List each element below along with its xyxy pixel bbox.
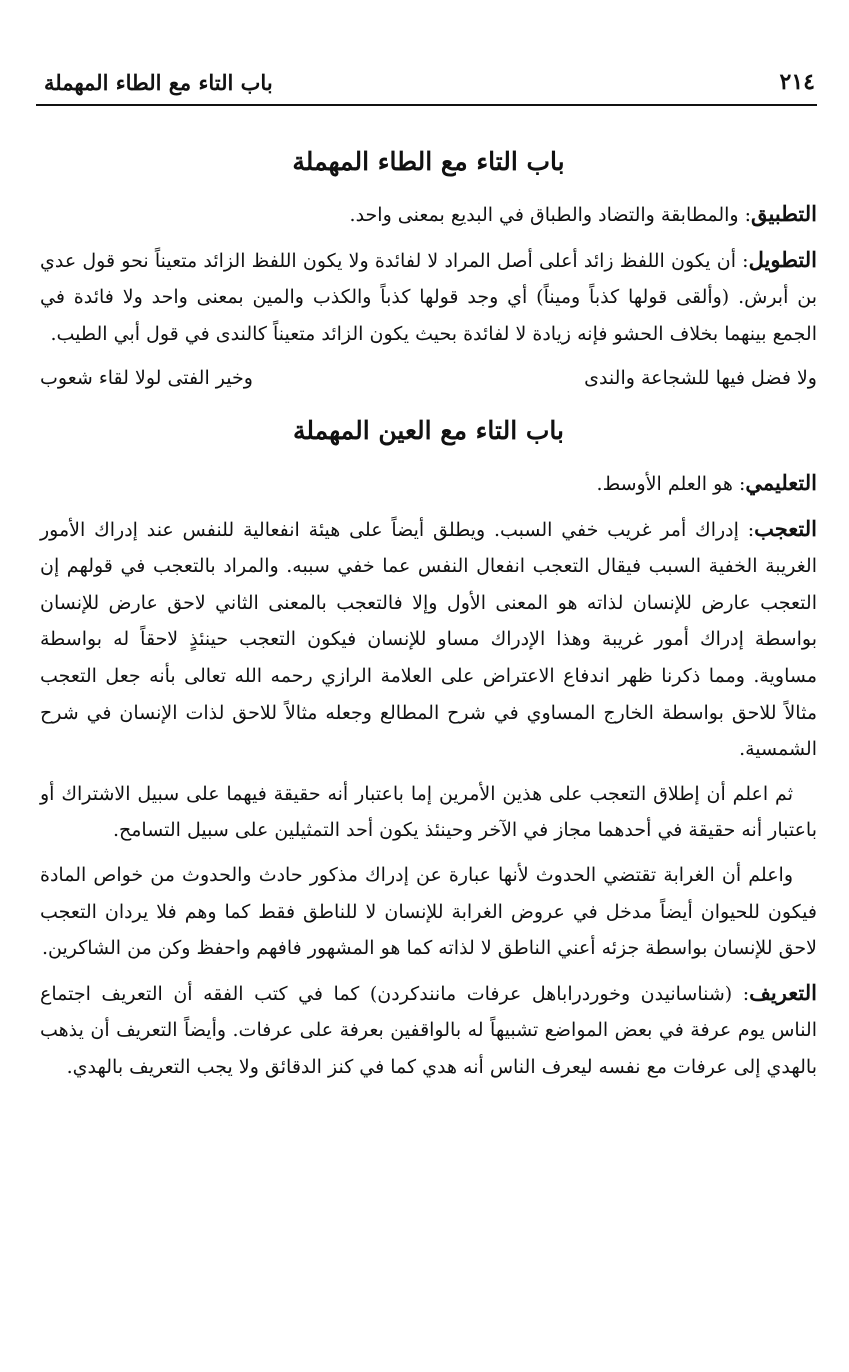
- page-number: ٢١٤: [779, 69, 815, 95]
- entry-text: : إدراك أمر غريب خفي السبب. ويطلق أيضاً على هيئة انفعالية للنفس عند إدراك الأمور الغريبة الخفية السبب فيقال التعجب انفعال النفس عما خفي سببه. والمراد بالتعجب في قولهم إن التعجب عارض للإنسان لذاته هو المعنى الأول وإلا فالتعجب بالمعنى الثاني لاحق عارض للإنسان بواسطة إدراك أمور غريبة وهذا الإدراك مساو للإنسان فيكون التعجب حينئذٍ لاحقاً له بواسطة مساوية. ومما ذكرنا ظهر اندفاع الاعتراض على العلامة الرازي رحمه الله تعالى بأنه جعل التعجب مثالاً للاحق بواسطة الخارج المساوي في شرح المطالع وجعله مثالاً للاحق لذات الإنسان في شرح الشمسية.: [40, 518, 817, 761]
- entry-text: : هو العلم الأوسط.: [596, 472, 746, 495]
- entry-term: التطويل: [748, 246, 817, 272]
- running-head: [44, 62, 815, 102]
- entry-tatwil: [40, 242, 817, 353]
- entry-talimi: [40, 465, 817, 503]
- poetry-verse: [40, 360, 817, 397]
- entry-text: : والمطابقة والتضاد والطباق في البديع بمعنى واحد.: [349, 204, 752, 226]
- entry-tatbiq: [40, 196, 817, 234]
- page-body: [40, 128, 817, 1093]
- verse-hemistich-first: ولا فضل فيها للشجاعة والندى: [584, 367, 817, 390]
- verse-hemistich-second: وخير الفتى لولا لقاء شعوب: [40, 367, 253, 390]
- entry-taajjub: [40, 511, 817, 768]
- body-paragraph: واعلم أن الغرابة تقتضي الحدوث لأنها عبارة عن إدراك مذكور حادث والحدوث من خواص المادة فيكون للحيوان أيضاً مدخل في عروض الغرابة للإنسان لا للناطق فقط كما وهم فلا يردان التعجب لاحق للإنسان بواسطة جزئه أعني الناطق لا لذاته كما هو المشهور فافهم واحفظ وكن من الشاكرين.: [40, 863, 817, 960]
- entry-text: : (شناسانيدن وخوردراباهل عرفات مانندكردن) كما في كتب الفقه أن التعريف اجتماع الناس يوم عرفة في بعض المواضع تشبيهاً له بالواقفين بعرفة على عرفات. وأيضاً التعريف أن يذهب بالهدي إلى عرفات مع نفسه ليعرف الناس أنه هدي كما في كنز الدقائق ولا يجب التعريف بالهدي.: [40, 982, 817, 1078]
- section-title: باب التاء مع الطاء المهملة: [292, 147, 565, 176]
- section-title: باب التاء مع العين المهملة: [293, 415, 564, 445]
- entry-term: التعليمي: [745, 469, 817, 495]
- header-rule: [36, 104, 817, 106]
- running-title: باب التاء مع الطاء المهملة: [44, 69, 273, 95]
- entry-tarif: [40, 975, 817, 1086]
- entry-term: التعجب: [754, 515, 817, 541]
- entry-text: : أن يكون اللفظ زائد أعلى أصل المراد لا لفائدة ولا يكون اللفظ الزائد متعيناً نحو قول عدي بن أبرش. (وألقى قولها كذباً وميناً) أي وجد قولها كذباً والكذب والمين بمعنى واحد ولا فائدة في الجمع بينهما بخلاف الحشو فإنه زيادة لا لفائدة بحيث يكون الزائد متعيناً كالندى في قول أبي الطيب.: [40, 249, 817, 345]
- entry-term: التطبيق: [751, 201, 817, 226]
- entry-term: التعريف: [749, 979, 817, 1005]
- body-paragraph: ثم اعلم أن إطلاق التعجب على هذين الأمرين إما باعتبار أنه حقيقة فيهما على سبيل الاشتراك أو باعتبار أنه حقيقة في أحدهما مجاز في الآخر وحينئذ يكون أحد التمثيلين على سبيل التسامح.: [40, 782, 817, 842]
